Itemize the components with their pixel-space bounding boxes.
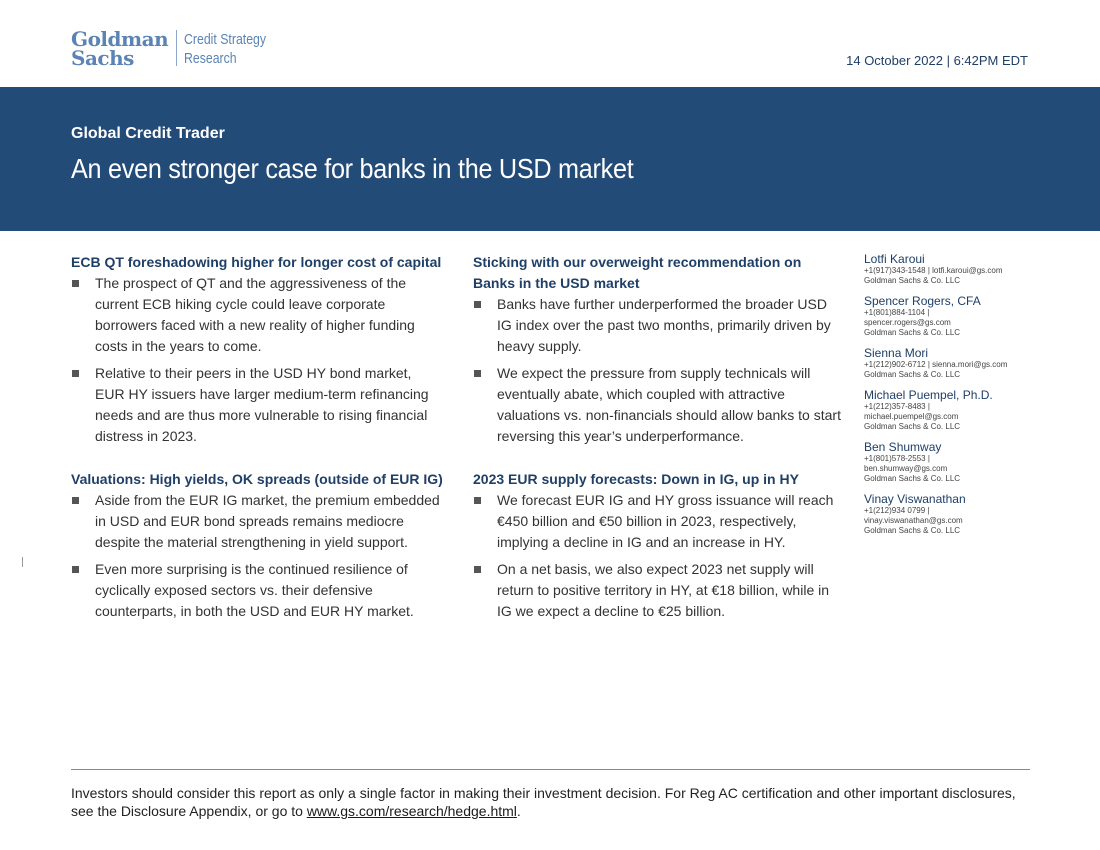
- bullet-square-icon: [474, 497, 481, 504]
- logo-unit-line2: Research: [184, 50, 237, 67]
- bullet-item: [473, 559, 843, 622]
- bullet-text: On a net basis, we also expect 2023 net supply will return to positive territory in HY, at €18 billion, while in IG we expect a decline to €25 billion.: [497, 561, 830, 619]
- author-firm: Goldman Sachs & Co. LLC: [864, 526, 961, 535]
- author-firm: Goldman Sachs & Co. LLC: [864, 370, 961, 379]
- bullet-text: Aside from the EUR IG market, the premium embedded in USD and EUR bond spreads remains mediocre despite the material strengthening in yield support.: [95, 492, 440, 550]
- section-valuations: [71, 469, 443, 622]
- page-header: [0, 0, 1100, 87]
- bullet-text: We forecast EUR IG and HY gross issuance will reach €450 billion and €50 billion in 2023, respectively, implying a decline in IG and an increase in HY.: [497, 492, 834, 550]
- logo-line2: Sachs: [71, 46, 134, 70]
- author-phone: +1(212)357-8483 |: [864, 402, 930, 411]
- section-heading: ECB QT foreshadowing higher for longer cost of capital: [71, 254, 442, 270]
- disclaimer-end: .: [516, 803, 521, 819]
- author-name[interactable]: Spencer Rogers, CFA: [864, 294, 981, 308]
- author-card: [864, 347, 1064, 380]
- author-card: [864, 389, 1064, 432]
- logo-divider: [176, 30, 177, 66]
- title-banner: [0, 87, 1100, 231]
- bullet-item: [71, 363, 443, 447]
- bullet-list: [473, 490, 843, 622]
- bullet-text: Relative to their peers in the USD HY bond market, EUR HY issuers have larger medium-term refinancing needs and are thus more vulnerable to rising financial distress in 2023.: [95, 365, 429, 444]
- section-heading: Sticking with our overweight recommendation on Banks in the USD market: [473, 254, 802, 291]
- footer-divider: [71, 769, 1030, 770]
- author-email[interactable]: vinay.viswanathan@gs.com: [864, 516, 963, 525]
- bullet-item: [71, 490, 443, 553]
- author-firm: Goldman Sachs & Co. LLC: [864, 474, 961, 483]
- section-heading: 2023 EUR supply forecasts: Down in IG, up in HY: [473, 471, 799, 487]
- author-list: [864, 253, 1064, 545]
- bullet-text: Even more surprising is the continued resilience of cyclically exposed sectors vs. their defensive counterparts, in both the USD and EUR HY market.: [95, 561, 414, 619]
- bullet-square-icon: [474, 566, 481, 573]
- logo-unit-name: [184, 30, 266, 68]
- author-firm: Goldman Sachs & Co. LLC: [864, 276, 961, 285]
- bullet-item: [473, 363, 843, 447]
- section-heading: Valuations: High yields, OK spreads (outside of EUR IG): [71, 471, 443, 487]
- bullet-item: [473, 294, 843, 357]
- author-name[interactable]: Ben Shumway: [864, 440, 942, 454]
- series-name: Global Credit Trader: [71, 125, 225, 142]
- bullet-square-icon: [474, 370, 481, 377]
- disclaimer: [71, 784, 1031, 820]
- logo-line1: Goldman: [71, 27, 169, 51]
- author-card: [864, 253, 1064, 286]
- report-title: An even stronger case for banks in the USD market: [71, 153, 634, 184]
- bullet-text: The prospect of QT and the aggressiveness of the current ECB hiking cycle could leave corporate borrowers faced with a new reality of higher funding costs in the years to come.: [95, 275, 415, 354]
- author-firm: Goldman Sachs & Co. LLC: [864, 328, 961, 337]
- logo-unit-line1: Credit Strategy: [184, 31, 267, 48]
- bullet-item: [71, 559, 443, 622]
- middle-column: [473, 252, 843, 644]
- author-phone: +1(801)884-1104 |: [864, 308, 930, 317]
- bullet-item: [473, 490, 843, 553]
- disclosure-link[interactable]: www.gs.com/research/hedge.html: [306, 803, 517, 819]
- author-firm: Goldman Sachs & Co. LLC: [864, 422, 961, 431]
- section-eur-supply: [473, 469, 843, 622]
- bullet-list: [473, 294, 843, 447]
- author-card: [864, 493, 1064, 536]
- author-name[interactable]: Sienna Mori: [864, 346, 929, 360]
- goldman-sachs-logo[interactable]: [71, 27, 284, 70]
- author-name[interactable]: Michael Puempel, Ph.D.: [864, 388, 993, 402]
- bullet-square-icon: [72, 280, 79, 287]
- bullet-square-icon: [72, 497, 79, 504]
- margin-tick: [22, 557, 23, 567]
- bullet-square-icon: [72, 566, 79, 573]
- bullet-list: [71, 273, 443, 447]
- author-contact[interactable]: +1(212)902-6712 | sienna.mori@gs.com: [864, 360, 1008, 369]
- author-contact[interactable]: +1(917)343-1548 | lotfi.karoui@gs.com: [864, 266, 1003, 275]
- bullet-text: Banks have further underperformed the broader USD IG index over the past two months, primarily driven by heavy supply.: [497, 296, 831, 354]
- section-banks-overweight: [473, 252, 843, 447]
- left-column: [71, 252, 443, 644]
- report-date: 14 October 2022 | 6:42PM EDT: [846, 53, 1028, 68]
- bullet-square-icon: [474, 301, 481, 308]
- author-card: [864, 295, 1064, 338]
- bullet-text: We expect the pressure from supply technicals will eventually abate, which coupled with attractive valuations vs. non-financials should allow banks to start reversing this year’s underperformance.: [497, 365, 841, 444]
- author-phone: +1(801)578-2553 |: [864, 454, 930, 463]
- author-name[interactable]: Vinay Viswanathan: [864, 492, 966, 506]
- author-card: [864, 441, 1064, 484]
- author-name[interactable]: Lotfi Karoui: [864, 252, 925, 266]
- logo-wordmark: [71, 27, 169, 70]
- bullet-list: [71, 490, 443, 622]
- author-email[interactable]: spencer.rogers@gs.com: [864, 318, 951, 327]
- section-ecb-qt: [71, 252, 443, 447]
- bullet-square-icon: [72, 370, 79, 377]
- author-email[interactable]: michael.puempel@gs.com: [864, 412, 959, 421]
- bullet-item: [71, 273, 443, 357]
- disclaimer-text: Investors should consider this report as only a single factor in making their investment decision. For Reg AC certification and other important disclosures, see the Disclosure Appendix, or go to: [71, 785, 1016, 819]
- author-phone: +1(212)934 0799 |: [864, 506, 930, 515]
- author-email[interactable]: ben.shumway@gs.com: [864, 464, 948, 473]
